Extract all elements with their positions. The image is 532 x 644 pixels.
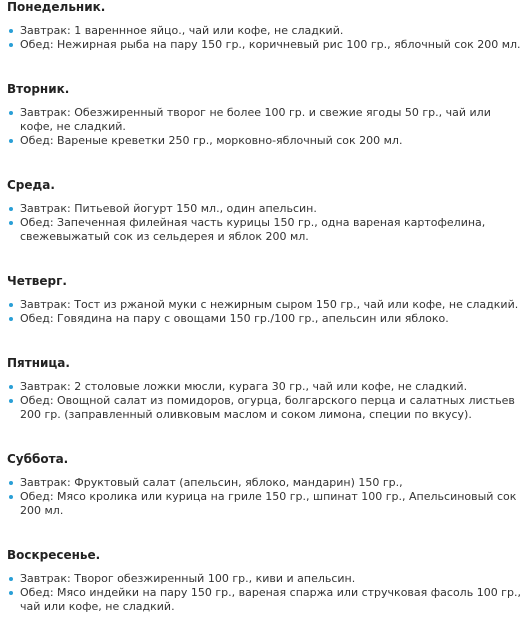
- meal-text: Обед: Нежирная рыба на пару 150 гр., коричневый рис 100 гр., яблочный сок 200 мл.: [20, 38, 521, 51]
- day-title: Суббота.: [7, 452, 69, 466]
- meal-text: Завтрак: Творог обезжиренный 100 гр., киви и апельсин.: [20, 572, 356, 585]
- list-item: [7, 24, 527, 38]
- day-section-monday: [7, 0, 527, 52]
- meal-list: [7, 24, 527, 52]
- meal-text: Обед: Говядина на пару с овощами 150 гр./100 гр., апельсин или яблоко.: [20, 312, 449, 325]
- meal-text: Завтрак: Обезжиренный творог не более 100 гр. и свежие ягоды 50 гр., чай или кофе, не сладкий.: [20, 106, 491, 133]
- meal-list: [7, 476, 527, 518]
- list-item: [7, 380, 527, 394]
- bullet-icon: [9, 29, 13, 33]
- bullet-icon: [9, 591, 13, 595]
- list-item: [7, 38, 527, 52]
- day-title: Среда.: [7, 178, 55, 192]
- meal-text: Обед: Вареные креветки 250 гр., морковно-яблочный сок 200 мл.: [20, 134, 403, 147]
- list-item: [7, 202, 527, 216]
- day-section-wednesday: [7, 178, 527, 244]
- meal-text: Завтрак: 1 вареннное яйцо., чай или кофе, не сладкий.: [20, 24, 344, 37]
- day-section-saturday: [7, 452, 527, 518]
- bullet-icon: [9, 317, 13, 321]
- meal-text: Завтрак: Тост из ржаной муки с нежирным сыром 150 гр., чай или кофе, не сладкий.: [20, 298, 519, 311]
- list-item: [7, 298, 527, 312]
- list-item: [7, 106, 527, 134]
- meal-text: Завтрак: 2 столовые ложки мюсли, курага 30 гр., чай или кофе, не сладкий.: [20, 380, 468, 393]
- day-title: Воскресенье.: [7, 548, 101, 562]
- day-title: Вторник.: [7, 82, 70, 96]
- bullet-icon: [9, 481, 13, 485]
- meal-list: [7, 380, 527, 422]
- bullet-icon: [9, 385, 13, 389]
- day-section-thursday: [7, 274, 527, 326]
- day-section-tuesday: [7, 82, 527, 148]
- list-item: [7, 216, 527, 244]
- bullet-icon: [9, 577, 13, 581]
- bullet-icon: [9, 495, 13, 499]
- bullet-icon: [9, 221, 13, 225]
- day-title: Понедельник.: [7, 0, 106, 14]
- meal-text: Завтрак: Питьевой йогурт 150 мл., один апельсин.: [20, 202, 317, 215]
- list-item: [7, 586, 527, 614]
- day-title: Пятница.: [7, 356, 70, 370]
- meal-text: Обед: Мясо кролика или курица на гриле 150 гр., шпинат 100 гр., Апельсиновый сок 200 мл.: [20, 490, 517, 517]
- meal-text: Завтрак: Фруктовый салат (апельсин, яблоко, мандарин) 150 гр.,: [20, 476, 403, 489]
- day-title: Четверг.: [7, 274, 67, 288]
- meal-list: [7, 298, 527, 326]
- meal-list: [7, 202, 527, 244]
- bullet-icon: [9, 399, 13, 403]
- meal-list: [7, 572, 527, 614]
- day-section-sunday: [7, 548, 527, 614]
- meal-text: Обед: Овощной салат из помидоров, огурца, болгарского перца и салатных листьев 200 гр. (заправленный оливковым маслом и соком лимона, специи по вкусу).: [20, 394, 515, 421]
- bullet-icon: [9, 207, 13, 211]
- list-item: [7, 394, 527, 422]
- meal-list: [7, 106, 527, 148]
- day-section-friday: [7, 356, 527, 422]
- bullet-icon: [9, 139, 13, 143]
- meal-text: Обед: Мясо индейки на пару 150 гр., вареная спаржа или стручковая фасоль 100 гр., чай или кофе, не сладкий.: [20, 586, 521, 613]
- list-item: [7, 134, 527, 148]
- list-item: [7, 476, 527, 490]
- diet-menu-document: [7, 0, 527, 644]
- bullet-icon: [9, 111, 13, 115]
- bullet-icon: [9, 303, 13, 307]
- list-item: [7, 312, 527, 326]
- meal-text: Обед: Запеченная филейная часть курицы 150 гр., одна вареная картофелина, свежевыжатый сок из сельдерея и яблок 200 мл.: [20, 216, 486, 243]
- bullet-icon: [9, 43, 13, 47]
- list-item: [7, 490, 527, 518]
- list-item: [7, 572, 527, 586]
